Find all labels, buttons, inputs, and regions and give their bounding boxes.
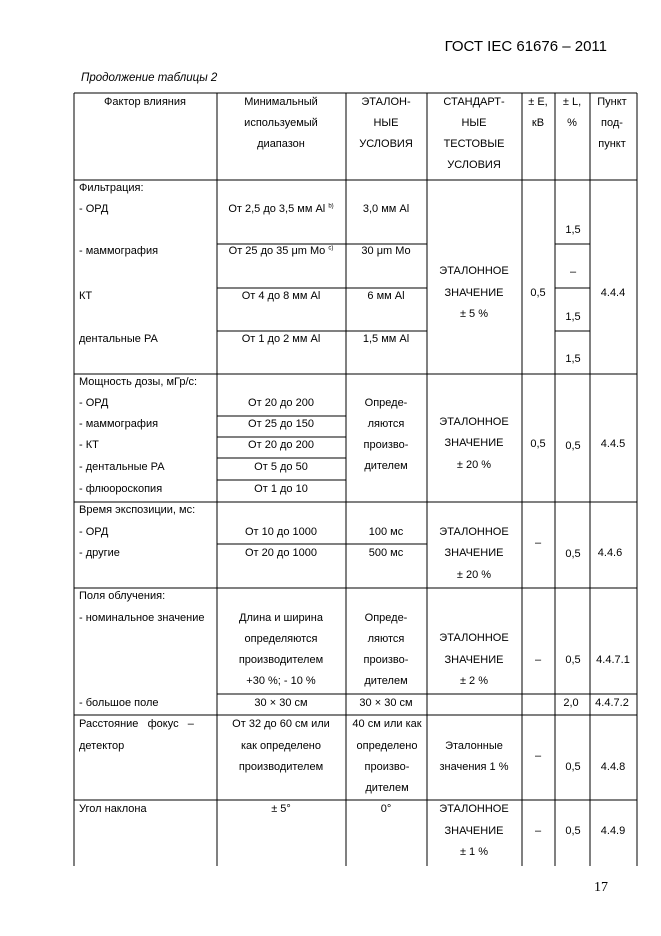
reference-cell: 30 × 30 см bbox=[359, 697, 413, 709]
document-id: ГОСТ IEC 61676 – 2011 bbox=[444, 38, 607, 55]
clause-cell: 4.4.9 bbox=[600, 825, 626, 837]
clause-cell: 4.4.4 bbox=[600, 287, 626, 299]
section-title-filtration: Фильтрация: bbox=[79, 182, 144, 194]
reference-cell: ляются bbox=[367, 633, 405, 645]
row-label: - КТ bbox=[79, 439, 99, 451]
reference-cell: 6 мм Al bbox=[367, 290, 405, 302]
section-title-exposure-time: Время экспозиции, мс: bbox=[79, 504, 196, 516]
row-label: детектор bbox=[79, 740, 125, 752]
footnote-mark: b) bbox=[328, 203, 334, 210]
col-header-reference-1: ЭТАЛОН- bbox=[361, 96, 411, 108]
reference-cell: 40 см или как bbox=[352, 718, 422, 730]
clause-cell: 4.4.5 bbox=[600, 438, 626, 450]
reference-cell: Опреде- bbox=[364, 397, 408, 409]
l-cell: 2,0 bbox=[563, 697, 579, 709]
row-label: - ОРД bbox=[79, 203, 109, 215]
col-header-clause-1: Пункт bbox=[597, 96, 627, 108]
standard-cell: ЭТАЛОННОЕ bbox=[439, 803, 509, 815]
col-header-clause-2: под- bbox=[601, 117, 623, 129]
e-cell: – bbox=[534, 825, 542, 837]
page-number: 17 bbox=[594, 880, 608, 895]
reference-cell: 1,5 мм Al bbox=[362, 333, 410, 345]
row-label: - маммография bbox=[79, 418, 159, 430]
reference-cell: 3,0 мм Al bbox=[362, 203, 410, 215]
range-cell: От 10 до 1000 bbox=[244, 526, 318, 538]
standard-cell: ЗНАЧЕНИЕ bbox=[444, 287, 504, 299]
standard-cell: ЭТАЛОННОЕ bbox=[439, 632, 509, 644]
range-cell: От 5 до 50 bbox=[254, 461, 308, 473]
range-cell: Длина и ширина bbox=[239, 612, 323, 624]
standard-cell: ЭТАЛОННОЕ bbox=[439, 416, 509, 428]
reference-cell: дителем bbox=[364, 675, 408, 687]
e-cell: 0,5 bbox=[530, 438, 546, 450]
range-cell: +30 %; - 10 % bbox=[246, 675, 316, 687]
e-cell: 0,5 bbox=[530, 287, 546, 299]
standard-cell: ± 2 % bbox=[459, 675, 489, 687]
e-cell: – bbox=[534, 654, 542, 666]
range-cell: От 1 до 10 bbox=[254, 483, 308, 495]
standard-cell: Эталонные bbox=[445, 740, 503, 752]
range-cell: От 25 до 35 μm Mo $^{c)}$ bbox=[228, 245, 334, 257]
standard-cell: ЭТАЛОННОЕ bbox=[439, 526, 509, 538]
col-header-l-2: % bbox=[567, 117, 577, 129]
section-title-dose-rate: Мощность дозы, мГр/с: bbox=[79, 376, 198, 388]
l-cell: 0,5 bbox=[565, 548, 581, 560]
col-header-range-3: диапазон bbox=[257, 138, 305, 150]
reference-cell: Опреде- bbox=[364, 612, 408, 624]
range-cell: ± 5° bbox=[271, 803, 291, 815]
reference-cell: 500 мс bbox=[368, 547, 404, 559]
standard-cell: ЗНАЧЕНИЕ bbox=[444, 654, 504, 666]
range-cell: От 25 до 150 bbox=[248, 418, 314, 430]
clause-cell: 4.4.7.1 bbox=[596, 654, 630, 666]
range-cell: От 20 до 1000 bbox=[244, 547, 318, 559]
range-cell: От 4 до 8 мм Al bbox=[241, 290, 321, 302]
standard-cell: ± 5 % bbox=[459, 308, 489, 320]
reference-cell: произво- bbox=[364, 761, 410, 773]
range-cell: производителем bbox=[238, 654, 324, 666]
standard-cell: ЭТАЛОННОЕ bbox=[439, 265, 509, 277]
l-cell: – bbox=[569, 266, 577, 278]
l-cell: 1,5 bbox=[565, 224, 581, 236]
row-label: КТ bbox=[79, 290, 93, 302]
col-header-standard-4: УСЛОВИЯ bbox=[447, 159, 501, 171]
reference-cell: ляются bbox=[367, 418, 405, 430]
section-title-fields: Поля облучения: bbox=[79, 590, 166, 602]
reference-cell: дителем bbox=[365, 782, 409, 794]
l-cell: 0,5 bbox=[565, 440, 581, 452]
l-cell: 1,5 bbox=[565, 311, 581, 323]
col-header-e-1: ± E, bbox=[528, 96, 548, 108]
reference-cell: 30 μm Mo bbox=[361, 245, 411, 257]
row-label: - другие bbox=[79, 547, 120, 559]
reference-cell: 0° bbox=[380, 803, 392, 815]
col-header-clause-3: пункт bbox=[598, 138, 626, 150]
col-header-e-2: кВ bbox=[531, 117, 545, 129]
standard-cell: ЗНАЧЕНИЕ bbox=[444, 547, 504, 559]
col-header-reference-2: НЫЕ bbox=[373, 117, 399, 129]
reference-cell: определено bbox=[356, 740, 418, 752]
row-label: - флюороскопия bbox=[79, 483, 163, 495]
footnote-mark: c) bbox=[328, 245, 334, 252]
range-cell: От 32 до 60 см или bbox=[232, 718, 330, 730]
standard-cell: ± 20 % bbox=[456, 459, 492, 471]
col-header-standard-3: ТЕСТОВЫЕ bbox=[443, 138, 505, 150]
range-cell: От 20 до 200 bbox=[248, 439, 314, 451]
table-caption: Продолжение таблицы 2 bbox=[81, 72, 218, 84]
reference-cell: дителем bbox=[364, 460, 408, 472]
clause-cell: 4.4.6 bbox=[597, 547, 623, 559]
l-cell: 0,5 bbox=[565, 654, 581, 666]
col-header-standard-2: НЫЕ bbox=[461, 117, 487, 129]
standard-cell: ± 20 % bbox=[456, 569, 492, 581]
clause-cell: 4.4.7.2 bbox=[595, 697, 629, 709]
reference-cell: 100 мс bbox=[368, 526, 404, 538]
row-label: - ОРД bbox=[79, 526, 109, 538]
col-header-l-1: ± L, bbox=[562, 96, 582, 108]
standard-cell: ± 1 % bbox=[459, 846, 489, 858]
col-header-reference-3: УСЛОВИЯ bbox=[359, 138, 413, 150]
l-cell: 1,5 bbox=[565, 353, 581, 365]
row-label: дентальные РА bbox=[79, 333, 158, 345]
reference-cell: произво- bbox=[363, 439, 409, 451]
clause-cell: 4.4.8 bbox=[600, 761, 626, 773]
standard-cell: ЗНАЧЕНИЕ bbox=[444, 825, 504, 837]
l-cell: 0,5 bbox=[565, 825, 581, 837]
col-header-standard-1: СТАНДАРТ- bbox=[443, 96, 505, 108]
range-cell: 30 × 30 см bbox=[254, 697, 308, 709]
row-label: - дентальные РА bbox=[79, 461, 165, 473]
e-cell: – bbox=[534, 537, 542, 549]
row-label: - большое поле bbox=[79, 697, 159, 709]
e-cell: – bbox=[534, 750, 542, 762]
col-header-range-1: Минимальный bbox=[244, 96, 318, 108]
range-cell: От 1 до 2 мм Al bbox=[241, 333, 321, 345]
row-label: - ОРД bbox=[79, 397, 109, 409]
range-cell: как определено bbox=[240, 740, 322, 752]
range-cell: определяются bbox=[244, 633, 318, 645]
l-cell: 0,5 bbox=[565, 761, 581, 773]
range-cell: производителем bbox=[238, 761, 324, 773]
row-label: - номинальное значение bbox=[79, 612, 205, 624]
col-header-factor: Фактор влияния bbox=[104, 96, 186, 108]
row-label: Расстояние фокус – bbox=[79, 718, 194, 730]
range-cell: От 20 до 200 bbox=[248, 397, 314, 409]
col-header-range-2: используемый bbox=[244, 117, 318, 129]
row-label: Угол наклона bbox=[79, 803, 147, 815]
standard-cell: значения 1 % bbox=[439, 761, 509, 773]
row-label: - маммография bbox=[79, 245, 159, 257]
reference-cell: произво- bbox=[363, 654, 409, 666]
standard-cell: ЗНАЧЕНИЕ bbox=[444, 437, 504, 449]
range-cell: От 2,5 до 3,5 мм Al $^{b)}$ bbox=[228, 203, 334, 215]
